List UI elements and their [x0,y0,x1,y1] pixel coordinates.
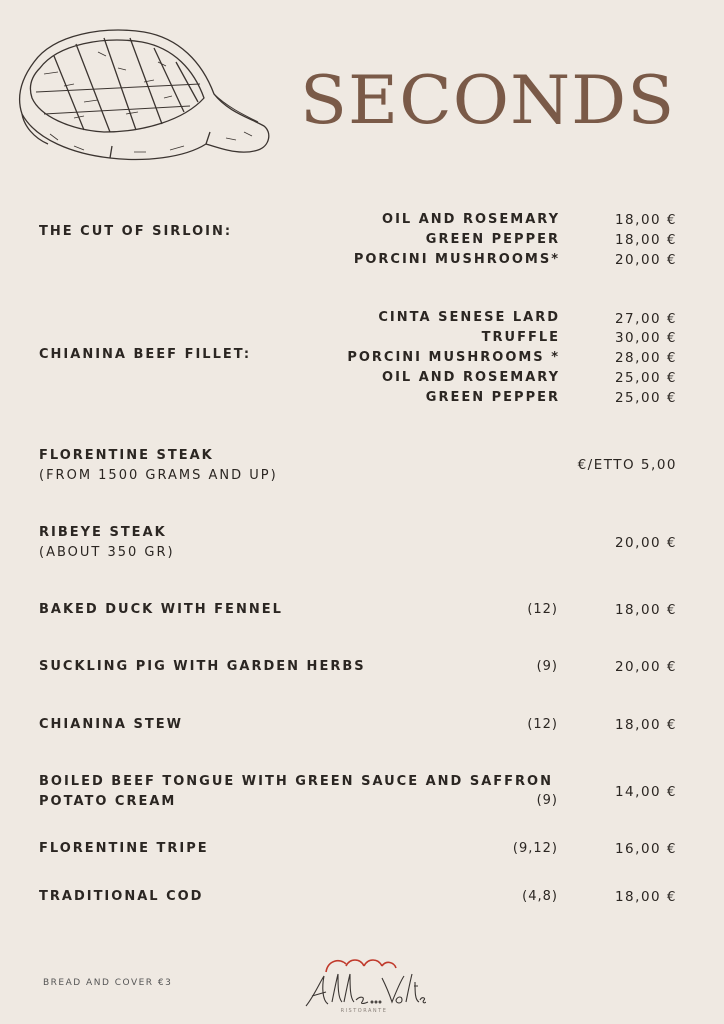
menu-option-label: CINTA SENESE LARD [378,310,560,325]
allergen-codes: (9,12) [512,841,558,856]
steak-illustration-icon [14,22,276,174]
allergen-codes: (12) [527,717,558,732]
allergen-codes: (12) [527,602,558,617]
menu-option-price: 25,00 € [614,390,677,406]
allergen-codes: (9) [536,659,558,674]
menu-option-label: TRUFFLE [481,330,560,345]
menu-item-name: BOILED BEEF TONGUE WITH GREEN SAUCE AND SAFFRON [39,774,553,789]
menu-item-name: FLORENTINE STEAK [39,448,214,463]
menu-option-price: 30,00 € [614,330,677,346]
menu-item-price: 18,00 € [614,717,677,733]
allergen-codes: (9) [536,793,558,808]
menu-option-price: 28,00 € [614,350,677,366]
menu-item-price: 20,00 € [614,659,677,675]
menu-item-name: CHIANINA BEEF FILLET: [39,347,252,362]
menu-option-label: PORCINI MUSHROOMS * [347,350,560,365]
menu-item-name: THE CUT OF SIRLOIN: [39,224,233,239]
menu-option-label: OIL AND ROSEMARY [382,370,560,385]
menu-item-subtitle: (ABOUT 350 GR) [39,545,175,560]
menu-item-name: SUCKLING PIG WITH GARDEN HERBS [39,659,366,674]
menu-item-price: 14,00 € [614,784,677,800]
menu-option-label: GREEN PEPPER [425,232,560,247]
page-title: SECONDS [300,62,676,139]
menu-option-label: OIL AND ROSEMARY [382,212,560,227]
bread-cover-note: BREAD AND COVER €3 [43,978,173,988]
menu-item-price: 18,00 € [614,602,677,618]
menu-item-name: CHIANINA STEW [39,717,183,732]
menu-item-name-line2: POTATO CREAM [39,794,177,809]
menu-option-label: PORCINI MUSHROOMS* [353,252,560,267]
menu-item-subtitle: (FROM 1500 GRAMS AND UP) [39,468,278,483]
logo-tagline: RISTORANTE [340,1008,388,1014]
menu-option-price: 27,00 € [614,311,677,327]
menu-option-price: 18,00 € [614,232,677,248]
menu-item-name: BAKED DUCK WITH FENNEL [39,602,283,617]
restaurant-logo [298,956,426,1014]
menu-option-price: 18,00 € [614,212,677,228]
allergen-codes: (4,8) [522,889,558,904]
menu-item-price: 18,00 € [614,889,677,905]
menu-item-name: FLORENTINE TRIPE [39,841,209,856]
menu-option-label: GREEN PEPPER [425,390,560,405]
menu-item-name: TRADITIONAL COD [39,889,204,904]
menu-item-price: €/ETTO 5,00 [577,457,677,473]
menu-item-name: RIBEYE STEAK [39,525,167,540]
menu-item-price: 20,00 € [614,535,677,551]
menu-option-price: 20,00 € [614,252,677,268]
menu-option-price: 25,00 € [614,370,677,386]
menu-item-price: 16,00 € [614,841,677,857]
